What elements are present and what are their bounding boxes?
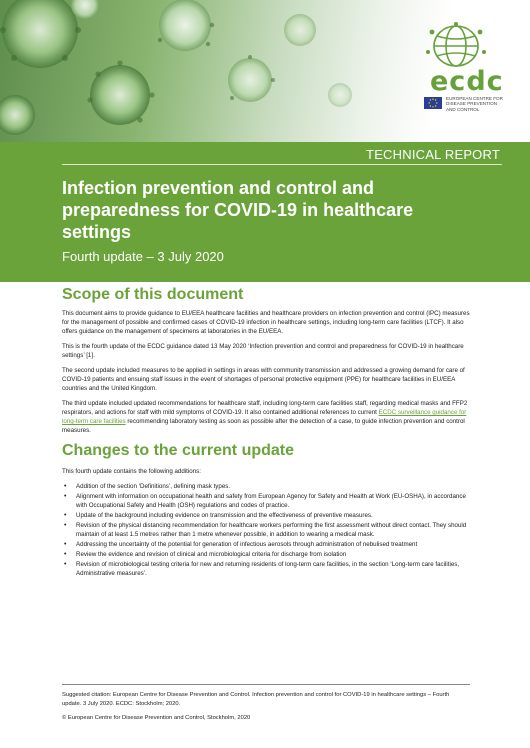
list-item: • Update of the background including evidence on transmission and the effectiveness of preventive measures.: [76, 511, 472, 520]
list-item: • Revision of microbiological testing criteria for new and returning residents of long-term care facilities, in the section ‘Long-term care facilities, Administrative measures’.: [76, 560, 472, 578]
ecdc-logo: [404, 22, 514, 112]
suggested-citation: Suggested citation: European Centre for Disease Prevention and Control. Infection prevention and control for COVID-19 in healthcare settings – Fourth update. 3 July 2020. ECDC: Stockholm; 2020.: [62, 692, 450, 707]
list-item: • Addition of the section ‘Definitions’, defining mask types.: [76, 482, 472, 491]
changes-heading: Changes to the current update: [62, 442, 295, 459]
page-footer: [62, 684, 470, 729]
list-item: • Alignment with information on occupational health and safety from European Agency for Safety and Health at Work (EU-OSHA), in accordance with Occupational Safety and Health (OSH) regulations and codes of practice.: [76, 492, 472, 510]
list-item: • Revision of the physical distancing recommendation for healthcare workers performing the first assessment without direct contact. They should maintain of at least 1.5 metres rather than 1 metre whenever possible, in addition to wearing a medical mask.: [76, 521, 472, 539]
logo-wordmark: ecdc: [430, 66, 504, 97]
scope-paragraph: This document aims to provide guidance to EU/EEA healthcare facilities and healthcare providers on infection prevention and control (IPC) measures for the management of possible and confirmed cases of COVID-19 infection in healthcare settings, including long-term care facilities (LTCF). It also offers guidance on the management of specimens at laboratories in the EU/EEA.: [62, 310, 470, 335]
document-subtitle: Fourth update – 3 July 2020: [62, 249, 224, 264]
title-banner: [0, 142, 530, 282]
report-type-label: TECHNICAL REPORT: [366, 147, 500, 162]
scope-paragraph: This is the fourth update of the ECDC guidance dated 13 May 2020 ‘Infection prevention and control and preparedness for COVID-19 in healthcare settings’ [1].: [62, 343, 464, 359]
list-item: • Review the evidence and revision of clinical and microbiological criteria for discharge from isolation: [76, 550, 472, 559]
main-content: [62, 285, 472, 579]
scope-heading: Scope of this document: [62, 286, 244, 303]
footer-divider: [62, 684, 470, 685]
cover-image: [0, 0, 530, 142]
eu-flag-icon: [424, 97, 442, 109]
changes-list: [62, 482, 472, 578]
list-item: • Addressing the uncertainty of the potential for generation of infectious aerosols through administration of nebulised treatment: [76, 540, 472, 549]
changes-intro: This fourth update contains the following additions:: [62, 468, 201, 475]
logo-org-name: EUROPEAN CENTRE FOR DISEASE PREVENTION AND CONTROL: [446, 96, 503, 112]
third-update-text-end: recommending laboratory testing as soon as possible after the detection of a case, to guide infection prevention and control measures.: [62, 418, 465, 434]
document-title: Infection prevention and control and preparedness for COVID-19 in healthcare settings: [62, 178, 414, 242]
scope-paragraph: The second update included measures to be applied in settings in areas with community transmission and addressed a growing demand for care of COVID-19 patients and ensuing staff issues in the event of shortages of personal protective equipment (PPE) for healthcare facilities in EU/EEA countries and the United Kingdom.: [62, 367, 465, 392]
third-update-text: The third update included updated recommendations for healthcare staff, including long-term care facilities staff, regarding medical masks and FFP2 respirators, and actions for staff with mild symptoms of COVID-19. It also contained additional references to current: [62, 400, 468, 416]
surveillance-guidance-link[interactable]: ECDC surveillance guidance for long-term care facilities: [62, 409, 467, 425]
eu-stars: [424, 97, 442, 109]
banner-divider: [62, 164, 502, 165]
scope-paragraph-third-update: [62, 399, 472, 435]
copyright-notice: © European Centre for Disease Prevention and Control, Stockholm, 2020: [62, 715, 251, 721]
logo-globe-icon: [404, 22, 514, 72]
